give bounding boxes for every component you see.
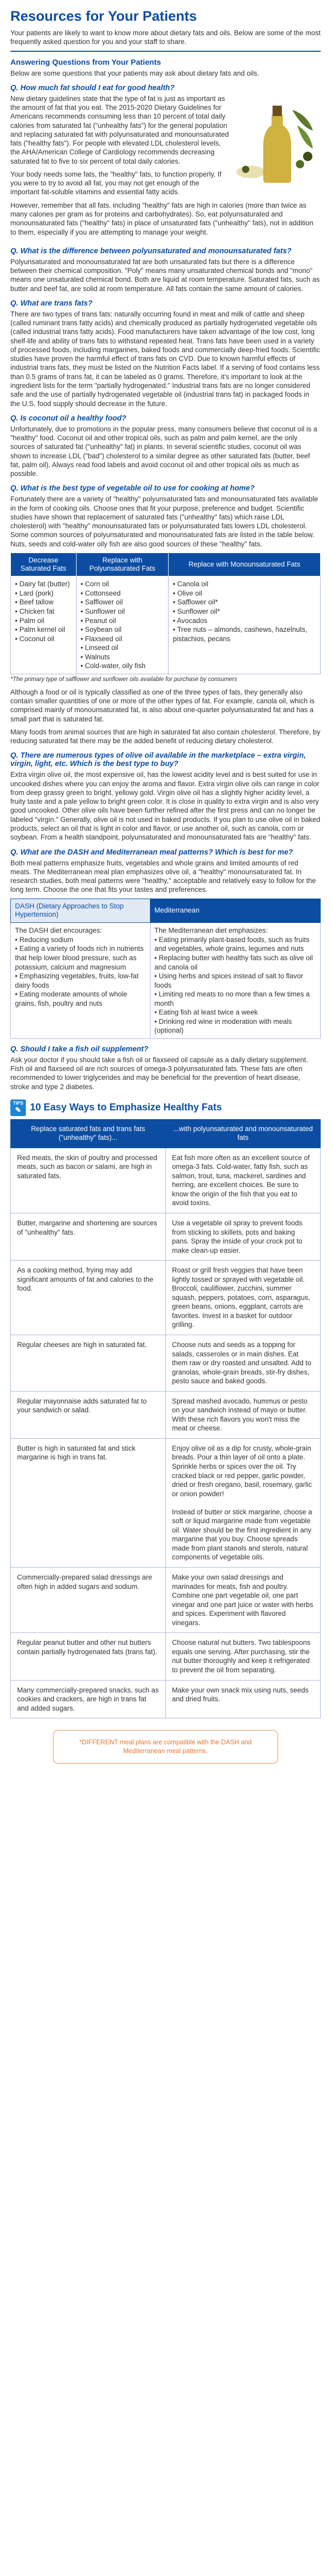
fat-table-header-mono: Replace with Monounsaturated Fats: [169, 553, 321, 576]
tip-unhealthy-cell: Regular cheeses are high in saturated fat.: [11, 1335, 166, 1392]
table-row: [11, 1335, 321, 1392]
tip-unhealthy-cell: Regular peanut butter and other nut butters contain partially hydrogenated fats (trans fat).: [11, 1633, 166, 1680]
tip-healthy-cell: Eat fish more often as an excellent source of omega-3 fats. Cold-water, fatty fish, such as salmon, trout, tuna, mackerel, sardines and herring, are excellent choices. Be sure to know the origin of the fish that you eat to avoid toxins.: [166, 1148, 321, 1213]
list-item: • Sunflower oil: [80, 607, 125, 615]
fat-table-col-poly: [76, 576, 168, 674]
list-item: • Olive oil: [173, 589, 202, 597]
fat-table-header-poly: Replace with Polyunsaturated Fats: [76, 553, 168, 576]
meal-table-header-dash: DASH (Dietary Approaches to Stop Hypertension): [11, 899, 151, 923]
tip-unhealthy-cell: Red meats, the skin of poultry and processed meats, such as bacon or salami, are high in saturated fats.: [11, 1148, 166, 1213]
answer-fat-amount-1: New dietary guidelines state that the type of fat is just as important as the amount of fat that you eat. The 2015-2020 Dietary Guidelines for Americans recommends consuming less than 10 percent of total daily calories from saturated fat ("unhealthy fats") for the general population and replacing saturated fat with polyunsaturated and monounsaturated fats ("healthy fats"). For people with elevated LDL cholesterol levels, the AHA/American College of Cardiology recommends decreasing saturated fat to five to six percent of total daily calories.: [10, 94, 229, 165]
fat-table-footnote: *The primary type of safflower and sunflower oils available for purchase by consumers: [10, 676, 237, 683]
list-item: • Peanut oil: [80, 616, 116, 625]
answer-olive-oil: Extra virgin olive oil, the most expensive oil, has the lowest acidity level and is best suited for use in uncooked dishes where you can enjoy the aroma and flavor. Extra virgin olive oils can range in color from deep grassy green to bright, yellowy gold. Virgin olive oil has a slightly higher acidity level, a fruity taste and a pale yellow to bright green color. It is close in quality to extra virgin and is also very good uncooked. Other olive oils have been further refined after the first press and can no longer be labeled "virgin." Generally, olive oil is not used in baked products. If you plan to use olive oil in baked products, select an oil that is light in color and flavor, or use another oil, such as canola, corn or soybean. From a health standpoint, polyunsaturated and monounsaturated fats are "healthy" fats.: [10, 771, 321, 842]
list-item: • Walnuts: [80, 653, 110, 661]
list-item: • Corn oil: [80, 580, 109, 588]
question-coconut-oil: Q. Is coconut oil a healthy food?: [10, 414, 126, 423]
list-item: • Eating moderate amounts of whole grains, fish, poultry and nuts: [15, 990, 128, 1007]
table-row: [11, 1148, 321, 1213]
answer-fat-amount-3: However, remember that all fats, including "healthy" fats are high in calories (more than twice as many calories per gram as for proteins and carbohydrates). So, eat polyunsaturated and monounsaturated fats ("healthy" fats) in place of unsaturated fats ("unhealthy" fats), not in addition to them, especially if you are attempting to manage your weight.: [10, 201, 313, 236]
answering-heading: Answering Questions from Your Patients: [10, 57, 161, 67]
title-divider: [10, 51, 321, 52]
fat-table-col-mono: [169, 576, 321, 674]
list-item: • Limiting red meats to no more than a few times a month: [154, 990, 310, 1007]
list-item: • Dairy fat (butter): [15, 580, 70, 588]
meal-plan-note: *DIFFERENT meal plans are compatible with the DASH and Mediterranean meal patterns.: [53, 1730, 278, 1764]
tip-unhealthy-cell: Regular mayonnaise adds saturated fat to your sandwich or salad.: [11, 1391, 166, 1438]
answer-fish-oil: Ask your doctor if you should take a fish oil or flaxseed oil capsule as a daily dietary supplement. Fish oil and flaxseed oil are rich sources of omega-3 polyunsaturated fats. These fats are often recommended to lower triglycerides and may be beneficial for the prevention of heart disease, stroke and type 2 diabetes.: [10, 1055, 308, 1091]
list-item: • Eating fish at least twice a week: [154, 1008, 258, 1017]
question-fat-amount: Q. How much fat should I eat for good health?: [10, 83, 175, 92]
list-item: • Replacing butter with healthy fats such as olive oil and canola oil: [154, 953, 313, 971]
list-item: • Emphasizing vegetables, fruits, low-fat dairy foods: [15, 972, 139, 989]
dash-intro: The DASH diet encourages:: [15, 927, 102, 935]
fat-table-col-saturated: [11, 576, 77, 674]
list-item: • Palm kernel oil: [15, 626, 66, 634]
list-item: • Flaxseed oil: [80, 634, 123, 643]
answer-best-oil-2: Although a food or oil is typically classified as one of the three types of fats, they generally also contain smaller quantities of one or more of the other types of fat. For example, canola oil, which is comprised mainly of monounsaturated fat, is also about one-quarter polyunsaturated fat and has a small part that is saturated fat.: [10, 688, 315, 723]
question-dash-mediterranean: Q. What are the DASH and Mediterranean meal patterns? Which is best for me?: [10, 848, 293, 857]
list-item: • Avocados: [173, 616, 207, 625]
table-row: [11, 1438, 321, 1567]
answer-best-oil-3: Many foods from animal sources that are high in saturated fat also contain cholesterol. Therefore, by reducing saturated fat there may be the added benefit of reducing dietary cholesterol.: [10, 728, 321, 745]
list-item: • Using herbs and spices instead of salt to flavor foods: [154, 972, 304, 989]
question-olive-oil: Q. There are numerous types of olive oil available in the marketplace – extra virgin, virgin, light, etc. Which is the best type to buy?: [10, 751, 306, 769]
list-item: • Eating a variety of foods rich in nutrients that help lower blood pressure, such as potassium, calcium and magnesium: [15, 945, 144, 971]
meal-table-col-dash: [11, 923, 151, 1039]
list-item: • Soybean oil: [80, 626, 122, 634]
tips-header-replace: Replace saturated fats and trans fats ("unhealthy" fats)...: [11, 1119, 166, 1148]
table-row: [11, 1213, 321, 1260]
answer-best-oil: Fortunately there are a variety of "healthy" polyunsaturated fats and monounsaturated fats available in the form of cooking oils. Choose ones that fit your purpose, preference and budget. Scientific studies have shown that replacement of saturated fats ("unhealthy" fats) which raise LDL cholesterol) with "healthy" monounsaturated fats or polyunsaturated fats lowers LDL cholesterol. Some common sources of polyunsaturated and monounsaturated fats are listed in the table below. Nuts, seeds and cold-water oily fish are also good sources of these "healthy" fats.: [10, 495, 318, 548]
fat-types-table: [10, 553, 321, 674]
list-item: • Tree nuts – almonds, cashews, hazelnuts, pistachios, pecans: [173, 626, 308, 643]
tip-unhealthy-cell: Commercially-prepared salad dressings are often high in added sugars and sodium.: [11, 1568, 166, 1633]
answer-coconut-oil: Unfortunately, due to promotions in the popular press, many consumers believe that coconut oil is a "healthy" food. Coconut oil and other tropical oils, such as palm and palm kernel, are the only sources of saturated fat ("unhealthy" fat) in plants. In several scientific studies, coconut oil was shown to increase LDL ("bad") cholesterol to a similar degree as other saturated fats (butter, beef fat, palm oil). Always read food labels and avoid coconut oil and other tropical oils as much as possible.: [10, 425, 318, 478]
list-item: • Drinking red wine in moderation with meals (optional): [154, 1017, 292, 1035]
tip-unhealthy-cell: As a cooking method, frying may add significant amounts of fat and calories to the food.: [11, 1261, 166, 1335]
list-item: • Lard (pork): [15, 589, 54, 597]
answer-trans-fats: There are two types of trans fats: naturally occurring found in meat and milk of cattle and sheep (called ruminant trans fatty acids) and chemically produced as partially hydrogenated vegetable oils (called industrial trans fatty acids). Food manufacturers have taken advantage of the low cost, long shelf-life and ability of trans fats to withstand repeated heat. Trans fats have been used in a variety of processed foods, including margarines, baked foods and commercially deep-fried foods. Scientific studies have proven the harmful effect of trans fats on CVD. Due to known harmful effects of industrial trans fats, they must be listed on the Nutrition Facts label. If a serving of food contains less than 0.5 grams of trans fat, it can be labeled as 0 grams. Therefore, it's important to look at the ingredient lists for the term "partially hydrogenated." Industrial trans fats are no longer considered safe and the use of partially hydrogenated vegetable oil (industrial trans fat) in packaged foods in the U.S. food supply should decrease in the future.: [10, 310, 320, 408]
list-item: • Palm oil: [15, 616, 44, 625]
tip-healthy-cell: Choose natural nut butters. Two tablespoons equals one serving. After purchasing, stir the nut butter thoroughly and keep it refrigerated to prevent the oil from separating.: [166, 1633, 321, 1680]
list-item: • Reducing sodium: [15, 935, 73, 944]
list-item: • Canola oil: [173, 580, 208, 588]
tips-title: 10 Easy Ways to Emphasize Healthy Fats: [30, 1102, 222, 1113]
tip-healthy-cell: Choose nuts and seeds as a topping for salads, casseroles or in main dishes. Eat them raw or dry roasted and unsalted. Add to granolas, whole-grain breads, stir-fry dishes, pesto sauce and baked goods.: [166, 1335, 321, 1392]
question-poly-mono: Q. What is the difference between polyunsaturated and monounsaturated fats?: [10, 247, 292, 255]
list-item: • Beef tallow: [15, 598, 54, 606]
question-trans-fats: Q. What are trans fats?: [10, 299, 93, 308]
tip-healthy-cell: Make your own salad dressings and marinades for meats, fish and poultry. Combine one part vegetable oil, one part vinegar and one part juice or water with herbs and spices. Experiment with flavored vinegars.: [166, 1568, 321, 1633]
table-row: [11, 1680, 321, 1718]
list-item: • Cottonseed: [80, 589, 121, 597]
tip-healthy-cell: Use a vegetable oil spray to prevent foods from sticking to skillets, pots and baking pans. Spray the inside of your crock pot to make clean-up easier.: [166, 1213, 321, 1260]
list-item: • Linseed oil: [80, 644, 118, 652]
list-item: • Chicken fat: [15, 607, 55, 615]
list-item: • Safflower oil*: [173, 598, 218, 606]
tips-body: [11, 1148, 321, 1718]
answer-fat-amount-2: Your body needs some fats, the "healthy" fats, to function properly. If you were to try to avoid all fat, you may not get enough of the important fat-soluble vitamins and essential fatty acids.: [10, 170, 222, 196]
table-row: [11, 1261, 321, 1335]
tip-healthy-cell: Roast or grill fresh veggies that have been lightly tossed or sprayed with vegetable oil. Broccoli, cauliflower, zucchini, summer squash, peppers, potatoes, corn, asparagus, green beans, onions, eggplant, carrots are favorites. Invest in a basket for outdoor grilling.: [166, 1261, 321, 1335]
tip-unhealthy-cell: Butter, margarine and shortening are sources of "unhealthy" fats.: [11, 1213, 166, 1260]
meal-table-col-mediterranean: [150, 923, 320, 1039]
answer-poly-mono: Polyunsaturated and monounsaturated fat are both unsaturated fats but there is a difference between their chemical composition. "Poly" means many unsaturated chemical bonds and "mono" means one unsaturated chemical bond. Both are liquid at room temperature. Saturated fats, such as butter and beef fat, are solid at room temperature. All fats contain the same amount of calories.: [10, 257, 320, 293]
tip-healthy-cell: Make your own snack mix using nuts, seeds and dried fruits.: [166, 1680, 321, 1718]
table-row: [11, 1633, 321, 1680]
question-best-oil: Q. What is the best type of vegetable oil to use for cooking at home?: [10, 484, 255, 493]
tip-unhealthy-cell: Butter is high in saturated fat and stick margarine is high in trans fat.: [11, 1438, 166, 1567]
table-row: [11, 1568, 321, 1633]
list-item: • Safflower oil: [80, 598, 123, 606]
tips-header-with: ...with polyunsaturated and monounsaturated fats: [166, 1119, 321, 1148]
answer-dash-mediterranean: Both meal patterns emphasize fruits, vegetables and whole grains and limited amounts of red meats. The Mediterranean meal plan emphasizes olive oil, a "healthy" monounsaturated fat. In research studies, both meal patterns were "healthy," acceptable and relatively easy to follow for the long term. Choose the one that fits your tastes and preferences.: [10, 859, 316, 894]
tip-unhealthy-cell: Many commercially-prepared snacks, such as cookies and crackers, are high in trans fat and added sugars.: [11, 1680, 166, 1718]
tips-header: [10, 1099, 321, 1116]
meal-table-header-mediterranean: Mediterranean: [150, 899, 320, 923]
tips-badge-icon: TIPS ✎: [10, 1099, 26, 1116]
list-item: • Sunflower oil*: [173, 607, 220, 615]
list-item: • Coconut oil: [15, 634, 55, 643]
meal-patterns-table: [10, 899, 321, 1039]
tips-table: [10, 1119, 321, 1718]
tip-healthy-cell: Spread mashed avocado, hummus or pesto on your sandwich instead of mayo or butter. With these rich flavors you won't miss the meat or cheese.: [166, 1391, 321, 1438]
list-item: • Cold-water, oily fish: [80, 662, 146, 670]
tip-healthy-cell: Enjoy olive oil as a dip for crusty, whole-grain breads. Pour a thin layer of oil onto a plate. Sprinkle herbs or spices over the oil. Try cracked black or red pepper, garlic powder, dried or fresh oregano, basil, rosemary, garlic or onion powder! Instead of butter or stick margarine, choose a soft or liquid margarine made from vegetable oil. Water should be the first ingredient in any margarine that you buy. Choose spreads made from plant stanols and sterols, natural components of vegetable oils.: [166, 1438, 321, 1567]
fat-table-header-saturated: Decrease Saturated Fats: [11, 553, 77, 576]
olive-oil-bottle-image: [235, 94, 321, 185]
answering-text: Below are some questions that your patients may ask about dietary fats and oils.: [10, 69, 260, 77]
question-fish-oil: Q. Should I take a fish oil supplement?: [10, 1045, 148, 1053]
list-item: • Eating primarily plant-based foods, such as fruits and vegetables, whole grains, legumes and nuts: [154, 935, 310, 953]
page-title: Resources for Your Patients: [10, 8, 197, 24]
table-row: [11, 1391, 321, 1438]
intro-text: Your patients are likely to want to know more about dietary fats and oils. Below are some of the most frequently asked question for you and your staff to share.: [10, 29, 321, 46]
tips-badge-label: TIPS: [12, 1101, 23, 1106]
mediterranean-intro: The Mediterranean diet emphasizes:: [154, 927, 268, 935]
